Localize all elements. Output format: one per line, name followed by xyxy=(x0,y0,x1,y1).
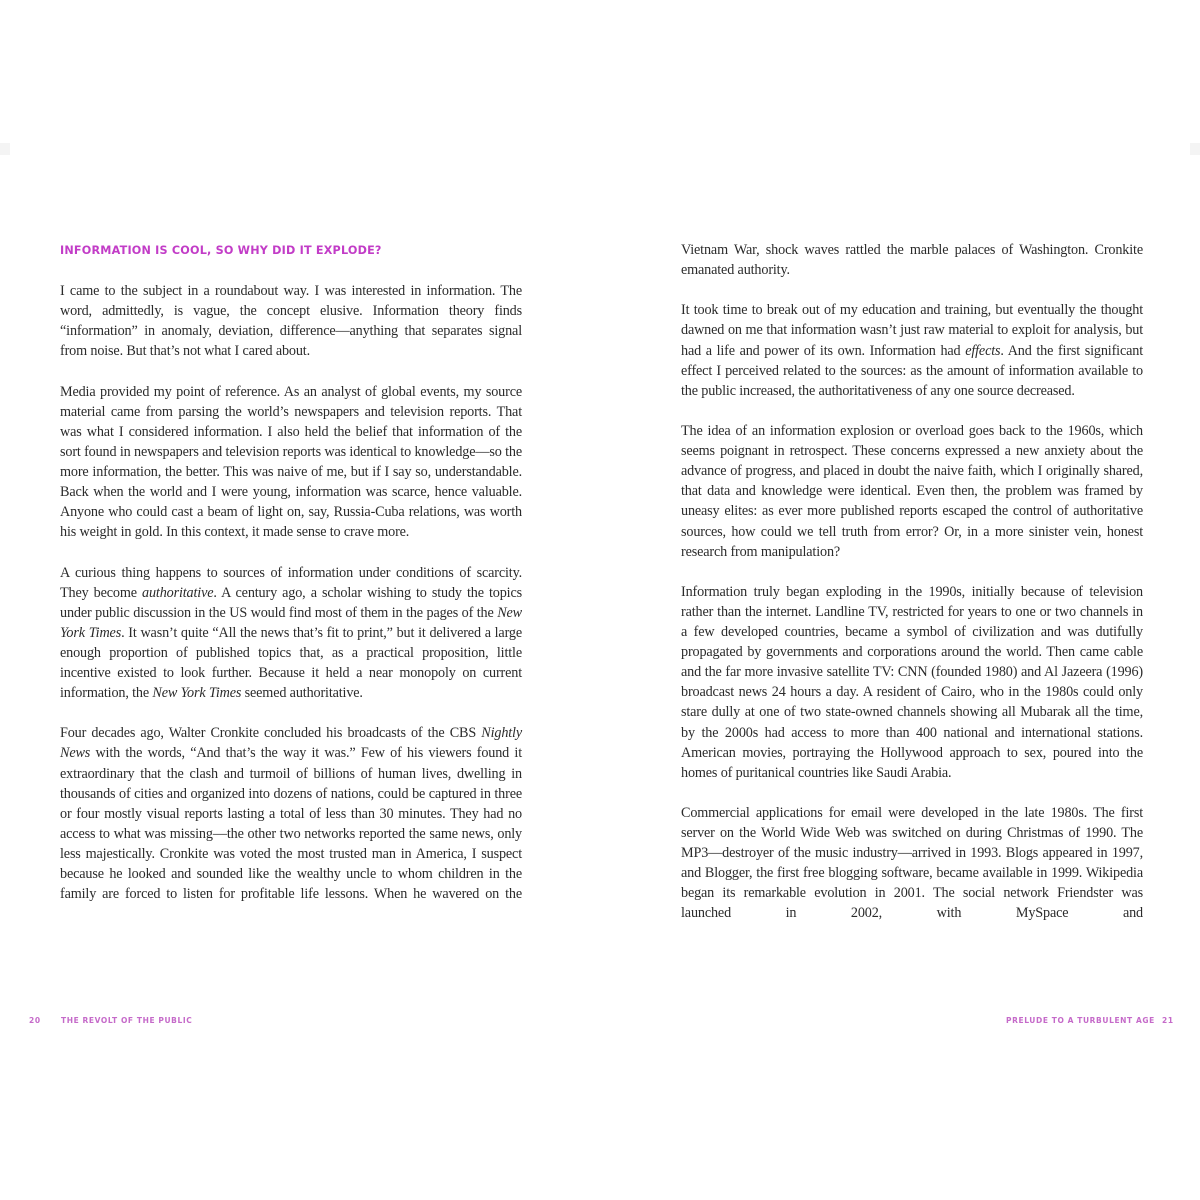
running-head-right: PRELUDE TO A TURBULENT AGE xyxy=(1006,1016,1155,1025)
body-paragraph xyxy=(681,300,1143,400)
left-text-column xyxy=(60,241,522,904)
italic-text: New York Times xyxy=(60,604,522,641)
paragraph-text: Media provided my point of reference. As an analyst of global events, my source material came from parsing the world’s newspapers and television reports. That was what I considered information. I also held the belief that information of the sort found in newspapers and television reports was identical to knowledge—so the more information, the better. This was naive of me, but if I say so, understandable. Back when the world and I were young, information was scarce, hence valuable. Anyone who could cast a beam of light on, say, Russia-Cuba relations, was worth his weight in gold. In this context, it made sense to crave more. xyxy=(60,383,522,541)
body-paragraph xyxy=(60,563,522,704)
body-paragraph xyxy=(681,803,1143,924)
right-page xyxy=(600,0,1200,1200)
paragraph-text: Information truly began exploding in the 1990s, initially because of television rather than the internet. Landline TV, restricted for years to one or two channels in a few developed countries, became a symbol of civilization and was dutifully propagated by governments and corporations around the world. Then came cable and the far more invasive satellite TV: CNN (founded 1980) and Al Jazeera (1996) broadcast news 24 hours a day. A resident of Cairo, who in the 1980s could only stare dully at one of two state-owned channels showing all Mubarak all the time, by the 2000s had access to more than 400 national and international stations. American movies, portraying the Hollywood approach to sex, poured into the homes of puritanical countries like Saudi Arabia. xyxy=(681,583,1143,781)
page-number-right: 21 xyxy=(1162,1016,1174,1025)
italic-text: effects xyxy=(965,342,1001,359)
paragraph-text: It took time to break out of my education and training, but eventually the thought dawned on me that information wasn’t just raw material to exploit for analysis, but had a life and power of its own. Information had xyxy=(681,302,1143,359)
body-paragraph xyxy=(681,582,1143,783)
paragraph-text: . It wasn’t quite “All the news that’s fit to print,” but it delivered a large enough proportion of published topics that, as a practical proposition, little incentive existed to look further. Because it held a near monopoly on current information, the xyxy=(60,624,522,702)
body-paragraph xyxy=(681,240,1143,280)
paragraph-text: I came to the subject in a roundabout way. I was interested in information. The word, admittedly, is vague, the concept elusive. Information theory finds “information” in anomaly, deviation, difference—anything that separates signal from noise. But that’s not what I cared about. xyxy=(60,283,522,360)
right-text-column xyxy=(681,240,1143,924)
paragraph-text: . And the first significant effect I perceived related to the sources: as the amount of information available to the public increased, the authoritativeness of any one source decreased. xyxy=(681,342,1143,399)
section-heading: INFORMATION IS COOL, SO WHY DID IT EXPLODE? xyxy=(60,244,382,257)
body-paragraph xyxy=(60,281,522,361)
body-paragraph xyxy=(60,382,522,543)
paragraph-text: . A century ago, a scholar wishing to study the topics under public discussion in the US would find most of them in the pages of the xyxy=(60,584,522,621)
left-paragraphs xyxy=(60,281,522,904)
running-head-left: THE REVOLT OF THE PUBLIC xyxy=(61,1016,193,1025)
paragraph-text: Four decades ago, Walter Cronkite concluded his broadcasts of the CBS xyxy=(60,725,482,742)
italic-text: New York Times xyxy=(152,685,242,702)
body-paragraph xyxy=(60,723,522,904)
paragraph-text: A curious thing happens to sources of information under conditions of scarcity. They become xyxy=(60,564,522,601)
italic-text: Nightly News xyxy=(60,725,522,762)
right-paragraphs xyxy=(681,240,1143,924)
paragraph-text: Commercial applications for email were developed in the late 1980s. The first server on the World Wide Web was switched on during Christmas of 1990. The MP3—destroyer of the music industry—arrived in 1993. Blogs appeared in 1997, and Blogger, the first free blogging software, became available in 1999. Wikipedia began its remarkable evolution in 2001. The social network Friendster was launched in 2002, with MySpace and xyxy=(681,805,1143,922)
paragraph-text: Vietnam War, shock waves rattled the marble palaces of Washington. Cronkite emanated authority. xyxy=(681,242,1143,279)
paragraph-text: with the words, “And that’s the way it was.” Few of his viewers found it extraordinary that the clash and turmoil of billions of human lives, dwelling in thousands of cities and organized into dozens of nations, could be captured in three or four mostly visual reports lasting a total of less than 30 minutes. They had no access to what was missing—the other two networks reported the same news, only less majestically. Cronkite was voted the most trusted man in America, I suspect because he looked and sounded like the wealthy uncle to whom children in the family are forced to listen for profitable life lessons. When he wavered on the xyxy=(60,745,522,903)
body-paragraph xyxy=(681,421,1143,562)
paragraph-text: The idea of an information explosion or overload goes back to the 1960s, which seems poignant in retrospect. These concerns expressed a new anxiety about the advance of progress, and placed in doubt the naive faith, which I originally shared, that data and knowledge were identical. Even then, the problem was framed by uneasy elites: as ever more published reports escaped the control of authoritative sources, how could we tell truth from error? Or, in a more sinister vein, honest research from manipulation? xyxy=(681,423,1143,560)
italic-text: authoritative xyxy=(142,584,214,601)
page-number-left: 20 xyxy=(29,1016,41,1025)
paragraph-text: seemed authoritative. xyxy=(241,685,363,702)
